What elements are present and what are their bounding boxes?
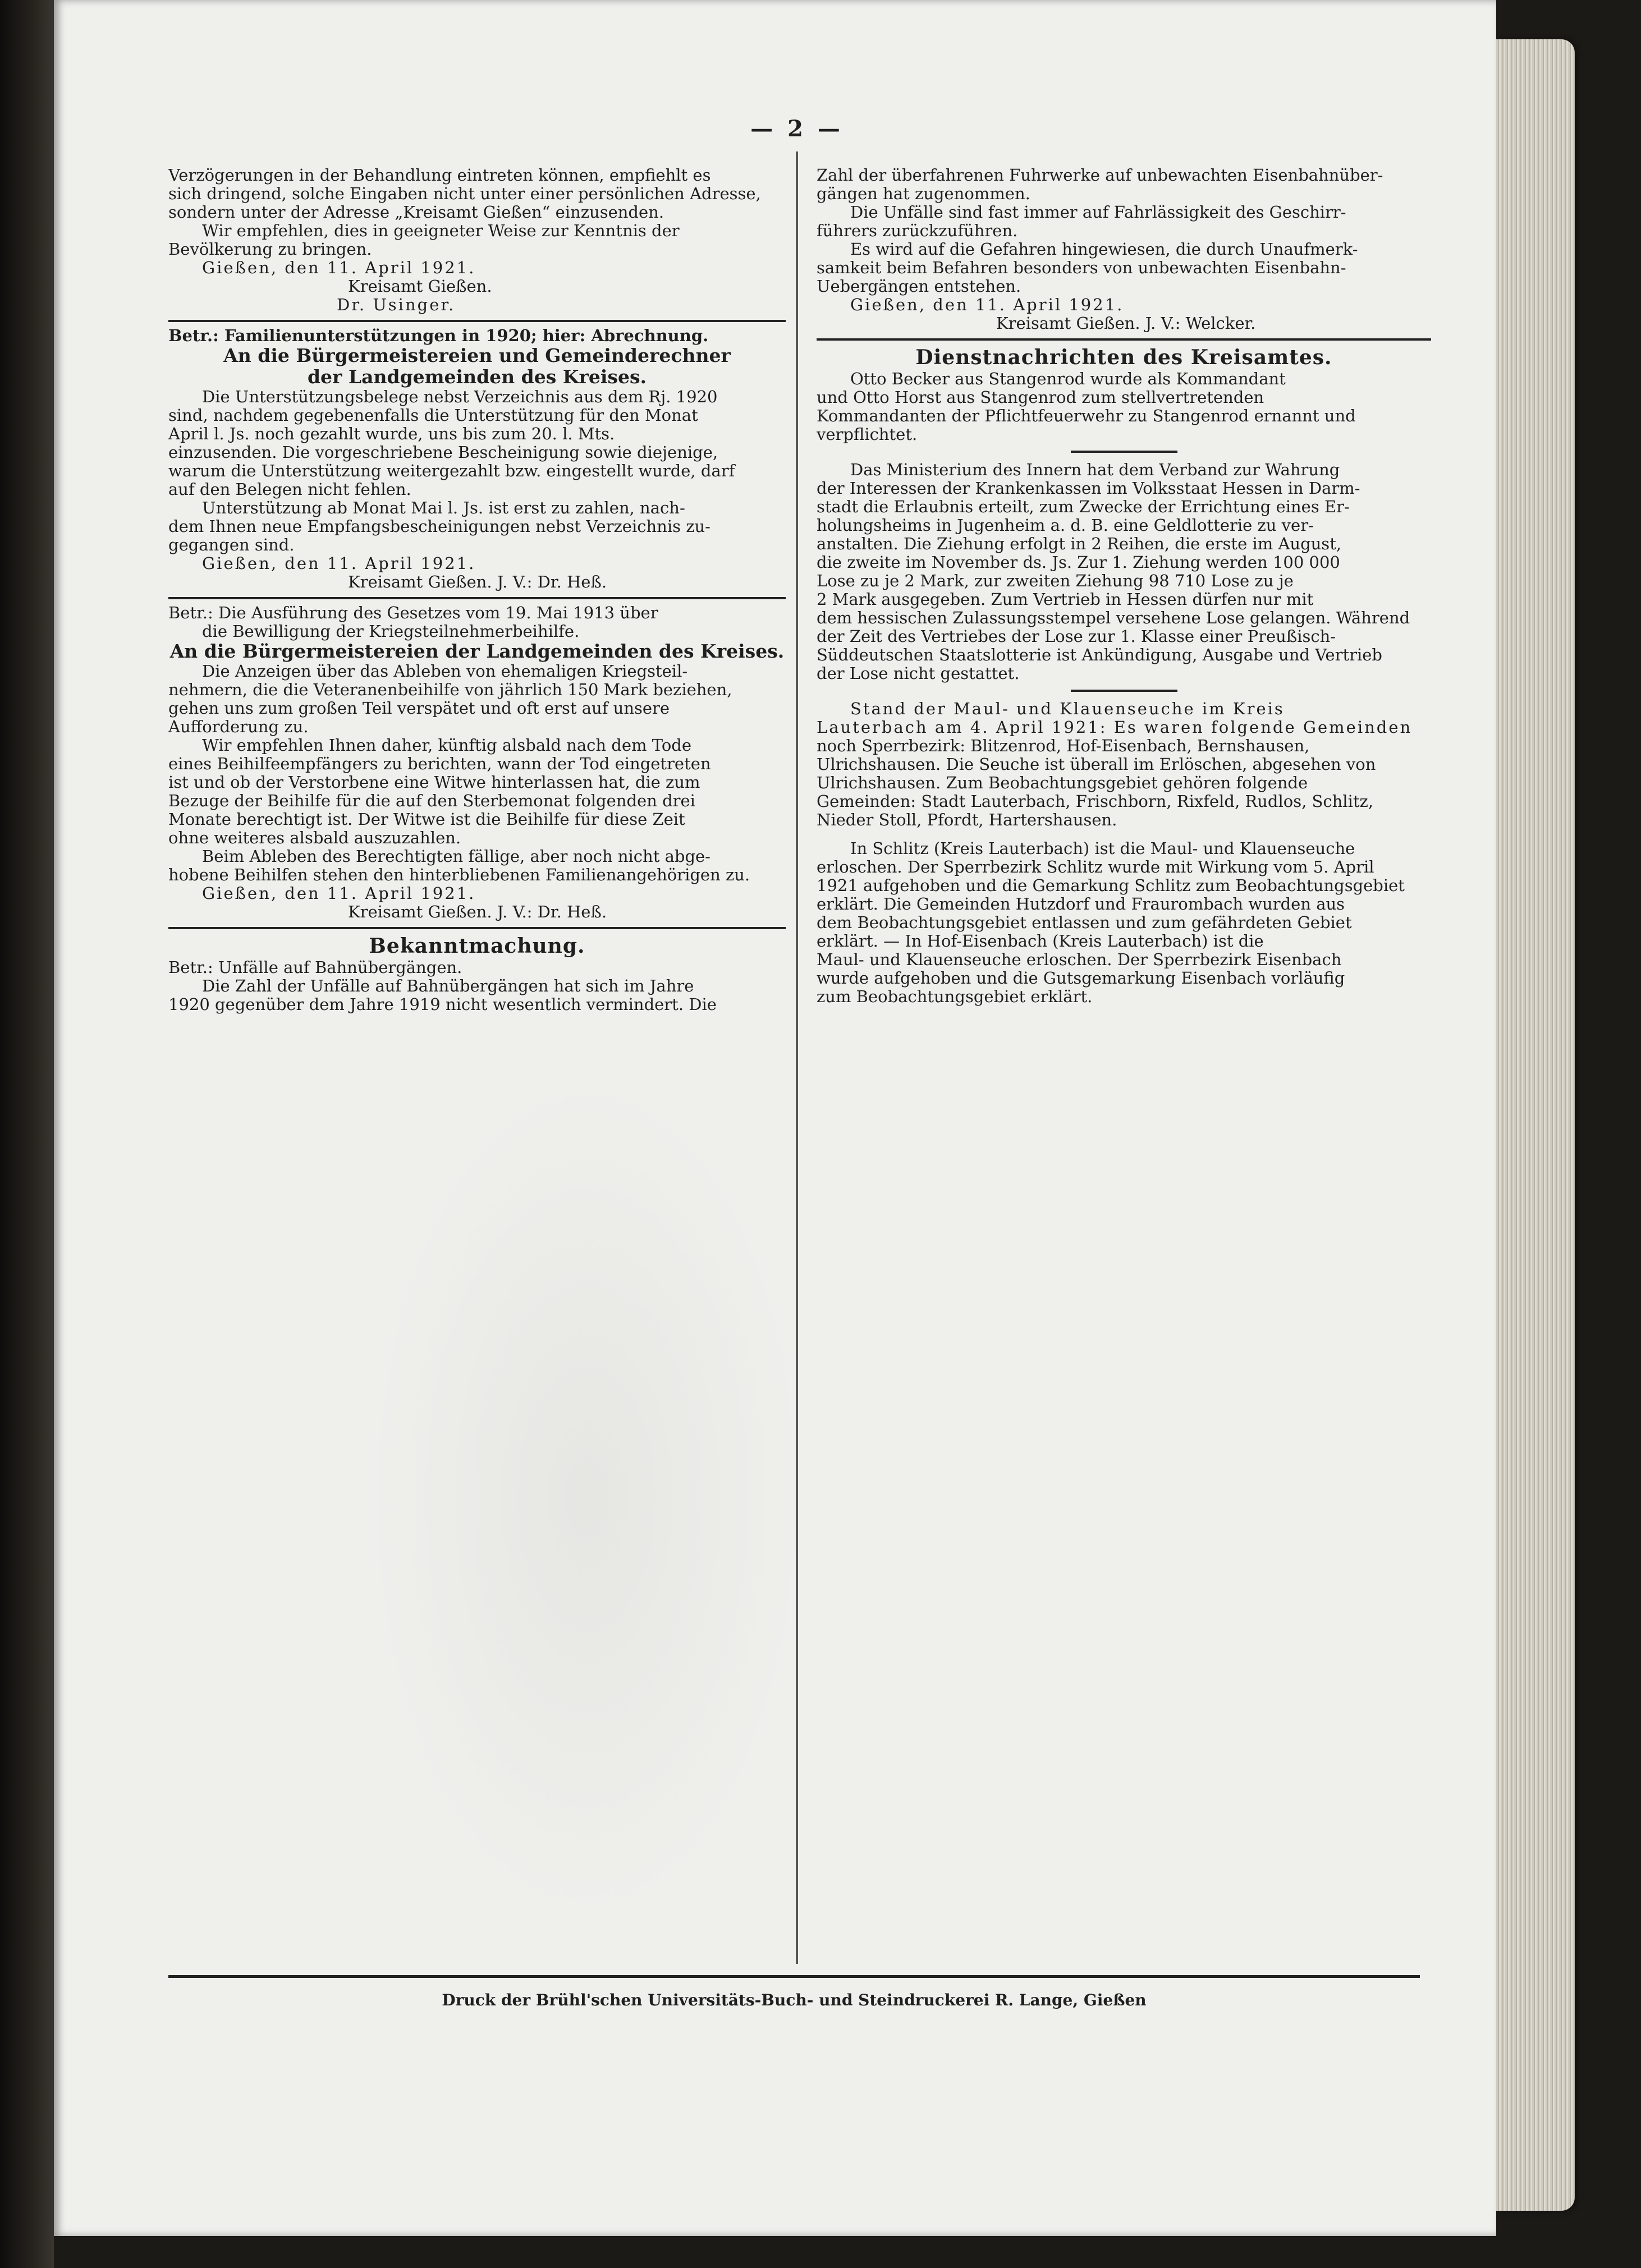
text-line: In Schlitz (Kreis Lauterbach) ist die Maul- und Klauenseuche (850, 839, 1355, 858)
printer-imprint: Druck der Brühl'schen Universitäts-Buch- und Steindruckerei R. Lange, Gießen (442, 1991, 1147, 2009)
text-line: auf den Belegen nicht fehlen. (168, 480, 411, 499)
text-line: noch Sperrbezirk: Blitzenrod, Hof-Eisenbach, Bernshausen, (817, 737, 1310, 755)
text-line: Gießen, den 11. April 1921. (850, 296, 1124, 314)
text-line: Das Ministerium des Innern hat dem Verband zur Wahrung (850, 461, 1340, 479)
text-line: führers zurückzuführen. (817, 222, 1018, 240)
text-line: die zweite im November ds. Js. Zur 1. Ziehung werden 100 000 (817, 553, 1340, 572)
text-line: Kreisamt Gießen. J. V.: Dr. Heß. (348, 903, 607, 921)
text-line: dem hessischen Zulassungsstempel versehene Lose gelangen. Während (817, 609, 1410, 627)
text-line: Zahl der überfahrenen Fuhrwerke auf unbewachten Eisenbahnüber- (817, 166, 1383, 185)
section-rule (168, 927, 786, 929)
text-line: sich dringend, solche Eingaben nicht unter einer persönlichen Adresse, (168, 185, 761, 203)
text-line: Die Unterstützungsbelege nebst Verzeichnis aus dem Rj. 1920 (202, 388, 718, 406)
right-column (817, 166, 1431, 1006)
text-line: Kommandanten der Pflichtfeuerwehr zu Stangenrod ernannt und (817, 407, 1356, 425)
text-line: hobene Beihilfen stehen den hinterbliebenen Familienangehörigen zu. (168, 866, 750, 884)
text-line: Kreisamt Gießen. J. V.: Welcker. (996, 314, 1256, 333)
left-column (168, 166, 786, 1014)
section-heading: An die Bürgermeistereien und Gemeinderechner (223, 345, 731, 366)
text-line: stadt die Erlaubnis erteilt, zum Zwecke der Errichtung eines Er- (817, 498, 1350, 516)
text-line: erklärt. Die Gemeinden Hutzdorf und Fraurombach wurden aus (817, 895, 1345, 913)
text-line: Lauterbach am 4. April 1921: Es waren folgende Gemeinden (817, 718, 1413, 737)
text-line: Süddeutschen Staatslotterie ist Ankündigung, Ausgabe und Vertrieb (817, 646, 1382, 664)
text-line: Kreisamt Gießen. (348, 277, 492, 296)
text-line: der Lose nicht gestattet. (817, 664, 1020, 683)
text-line: Unterstützung ab Monat Mai l. Js. ist erst zu zahlen, nach- (202, 499, 685, 517)
text-line: erklärt. — In Hof-Eisenbach (Kreis Lauterbach) ist die (817, 932, 1264, 951)
section-heading: der Landgemeinden des Kreises. (307, 366, 647, 388)
text-line: Aufforderung zu. (168, 718, 309, 736)
text-line: die Bewilligung der Kriegsteilnehmerbeihilfe. (202, 622, 580, 641)
text-line: eines Beihilfeempfängers zu berichten, wann der Tod eingetreten (168, 755, 711, 773)
text-line: 2 Mark ausgegeben. Zum Vertrieb in Hessen dürfen nur mit (817, 590, 1314, 609)
book-binding (0, 0, 54, 2268)
text-line: der Zeit des Vertriebes der Lose zur 1. Klasse einer Preußisch- (817, 627, 1336, 646)
section-rule (817, 338, 1431, 341)
paragraph-gap (817, 829, 1431, 839)
text-line: Die Anzeigen über das Ableben von ehemaligen Kriegsteil- (202, 662, 688, 681)
footer-rule (168, 1975, 1420, 1978)
text-line: dem Beobachtungsgebiet entlassen und zum gefährdeten Gebiet (817, 913, 1352, 932)
text-line: der Interessen der Krankenkassen im Volksstaat Hessen in Darm- (817, 479, 1360, 498)
text-line: Gießen, den 11. April 1921. (202, 259, 476, 277)
text-line: Betr.: Die Ausführung des Gesetzes vom 19. Mai 1913 über (168, 604, 658, 622)
text-line: Beim Ableben des Berechtigten fällige, aber noch nicht abge- (202, 847, 711, 866)
text-line: Gießen, den 11. April 1921. (202, 554, 476, 573)
text-line: anstalten. Die Ziehung erfolgt in 2 Reihen, die erste im August, (817, 535, 1342, 553)
text-line: nehmern, die die Veteranenbeihilfe von jährlich 150 Mark beziehen, (168, 681, 732, 699)
print-bleed-through (368, 1077, 806, 1919)
text-line: Bezuge der Beihilfe für die auf den Sterbemonat folgenden drei (168, 792, 695, 810)
text-line: Uebergängen entstehen. (817, 277, 1021, 296)
text-line: 1920 gegenüber dem Jahre 1919 nicht wesentlich vermindert. Die (168, 995, 717, 1014)
text-line: ist und ob der Verstorbene eine Witwe hinterlassen hat, die zum (168, 773, 700, 792)
page-number: — 2 — (750, 116, 844, 142)
text-line: Dr. Usinger. (337, 296, 456, 314)
text-line: Die Unfälle sind fast immer auf Fahrlässigkeit des Geschirr- (850, 203, 1346, 222)
text-line: verpflichtet. (817, 425, 918, 444)
text-line: Wir empfehlen, dies in geeigneter Weise zur Kenntnis der (202, 222, 680, 240)
section-rule (1071, 690, 1177, 692)
text-line: 1921 aufgehoben und die Gemarkung Schlitz zum Beobachtungsgebiet (817, 876, 1405, 895)
text-line: samkeit beim Befahren besonders von unbewachten Eisenbahn- (817, 259, 1346, 277)
section-rule (168, 320, 786, 322)
text-line: sondern unter der Adresse „Kreisamt Gießen“ einzusenden. (168, 203, 664, 222)
text-line: sind, nachdem gegebenenfalls die Unterstützung für den Monat (168, 406, 698, 425)
text-line: Otto Becker aus Stangenrod wurde als Kommandant (850, 370, 1286, 388)
text-line: Verzögerungen in der Behandlung eintreten können, empfiehlt es (168, 166, 711, 185)
text-line: zum Beobachtungsgebiet erklärt. (817, 988, 1093, 1006)
text-line: Stand der Maul- und Klauenseuche im Kreis (850, 700, 1285, 718)
text-line: holungsheims in Jugenheim a. d. B. eine Geldlotterie zu ver- (817, 516, 1314, 535)
text-line: Gemeinden: Stadt Lauterbach, Frischborn, Rixfeld, Rudlos, Schlitz, (817, 792, 1374, 811)
text-line: warum die Unterstützung weitergezahlt bzw. eingestellt wurde, darf (168, 462, 735, 480)
text-line: ohne weiteres alsbald auszuzahlen. (168, 829, 461, 847)
section-heading: Dienstnachrichten des Kreisamtes. (915, 346, 1332, 369)
text-line: Betr.: Familienunterstützungen in 1920; hier: Abrechnung. (168, 327, 709, 345)
text-line: Monate berechtigt ist. Der Witwe ist die Beihilfe für diese Zeit (168, 810, 685, 829)
section-heading: An die Bürgermeistereien der Landgemeinden des Kreises. (169, 641, 785, 662)
text-line: Es wird auf die Gefahren hingewiesen, die durch Unaufmerk- (850, 240, 1358, 259)
text-line: Wir empfehlen Ihnen daher, künftig alsbald nach dem Tode (202, 736, 692, 755)
text-line: wurde aufgehoben und die Gutsgemarkung Eisenbach vorläufig (817, 969, 1345, 988)
text-line: Kreisamt Gießen. J. V.: Dr. Heß. (348, 573, 607, 591)
section-rule (168, 597, 786, 599)
text-line: Bevölkerung zu bringen. (168, 240, 372, 259)
text-line: Ulrichshausen. Die Seuche ist überall im Erlöschen, abgesehen von (817, 755, 1376, 774)
section-heading: Bekanntmachung. (369, 934, 585, 958)
text-line: dem Ihnen neue Empfangsbescheinigungen nebst Verzeichnis zu- (168, 517, 711, 536)
column-divider (796, 151, 798, 1964)
text-line: April l. Js. noch gezahlt wurde, uns bis zum 20. l. Mts. (168, 425, 615, 443)
text-line: gehen uns zum großen Teil verspätet und oft erst auf unsere (168, 699, 670, 718)
text-line: Ulrichshausen. Zum Beobachtungsgebiet gehören folgende (817, 774, 1308, 792)
section-rule (1071, 451, 1177, 453)
text-line: Die Zahl der Unfälle auf Bahnübergängen hat sich im Jahre (202, 977, 694, 995)
text-line: Betr.: Unfälle auf Bahnübergängen. (168, 958, 462, 977)
text-line: Gießen, den 11. April 1921. (202, 884, 476, 903)
text-line: Nieder Stoll, Pfordt, Hartershausen. (817, 811, 1117, 829)
text-line: gängen hat zugenommen. (817, 185, 1030, 203)
text-line: und Otto Horst aus Stangenrod zum stellvertretenden (817, 388, 1264, 407)
text-line: gegangen sind. (168, 536, 295, 554)
page-edges (1496, 39, 1575, 2211)
text-line: erloschen. Der Sperrbezirk Schlitz wurde mit Wirkung vom 5. April (817, 858, 1374, 876)
text-line: Maul- und Klauenseuche erloschen. Der Sperrbezirk Eisenbach (817, 951, 1342, 969)
text-line: einzusenden. Die vorgeschriebene Bescheinigung sowie diejenige, (168, 443, 718, 462)
text-line: Lose zu je 2 Mark, zur zweiten Ziehung 98 710 Lose zu je (817, 572, 1294, 590)
